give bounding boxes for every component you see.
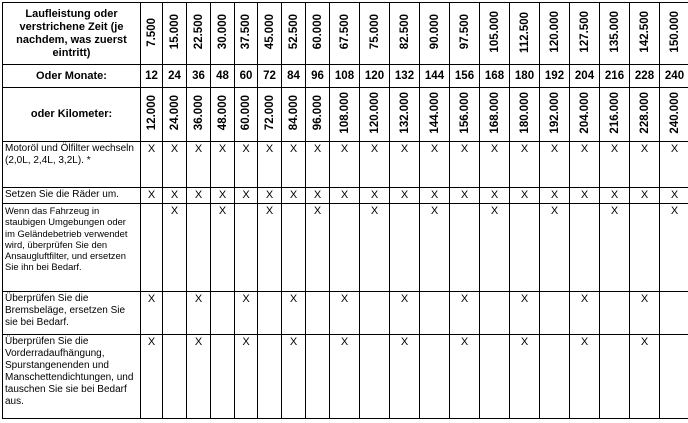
interval-cell [480,3,510,65]
kilometer-value: 144.000 [428,92,441,134]
kilometer-cell [420,88,450,142]
task-mark [211,335,235,419]
task-mark: X [282,335,306,419]
months-cell: 240 [660,65,688,88]
task-mark [660,292,688,335]
task-mark [306,335,330,419]
task-mark [540,292,570,335]
task-mark: X [510,188,540,204]
interval-cell [360,3,390,65]
task-mark [141,204,163,292]
kilometer-cell [306,88,330,142]
task-mark: X [360,188,390,204]
task-mark: X [420,204,450,292]
task-mark: X [187,142,211,188]
task-mark: X [163,188,187,204]
kilometer-value: 132.000 [398,92,411,134]
task-mark: X [600,142,630,188]
kilometer-cell [330,88,360,142]
task-mark: X [660,188,688,204]
task-mark: X [540,142,570,188]
time-label: Laufleistung oder verstrichene Zeit (je nachdem, was zuerst eintritt) [3,3,141,65]
interval-value: 112.500 [518,11,531,53]
months-cell: 132 [390,65,420,88]
kilometer-value: 168.000 [488,92,501,134]
kilometer-cell [282,88,306,142]
kilometer-value: 192.000 [548,92,561,134]
task-mark [163,335,187,419]
kilometer-value: 24.000 [168,95,181,131]
task-mark [570,204,600,292]
interval-cell [211,3,235,65]
task-mark: X [510,142,540,188]
task-mark: X [480,204,510,292]
task-mark: X [450,142,480,188]
task-mark: X [420,142,450,188]
task-mark [510,204,540,292]
task-mark [258,292,282,335]
task-mark: X [258,188,282,204]
task-mark [450,204,480,292]
interval-cell [540,3,570,65]
task-mark [211,292,235,335]
task-mark [360,335,390,419]
months-cell: 168 [480,65,510,88]
kilometer-value: 84.000 [287,95,300,131]
task-mark: X [420,188,450,204]
months-cell: 120 [360,65,390,88]
interval-value: 67.500 [338,14,351,50]
task-mark: X [211,188,235,204]
kilometer-cell [360,88,390,142]
task-mark: X [450,188,480,204]
task-mark: X [306,142,330,188]
interval-cell [141,3,163,65]
task-mark: X [187,188,211,204]
interval-cell [306,3,330,65]
task-mark: X [660,204,688,292]
kilometer-value: 216.000 [608,92,621,134]
interval-value: 22.500 [192,14,205,50]
kilometer-value: 204.000 [578,92,591,134]
interval-value: 120.000 [548,11,561,53]
task-mark [630,204,660,292]
task-mark: X [141,188,163,204]
task-mark: X [163,142,187,188]
months-cell: 228 [630,65,660,88]
task-mark: X [390,142,420,188]
task-mark: X [510,335,540,419]
task-mark [360,292,390,335]
interval-value: 150.000 [668,11,681,53]
task-mark [163,292,187,335]
task-mark: X [600,204,630,292]
task-mark: X [480,142,510,188]
months-cell: 192 [540,65,570,88]
interval-cell [630,3,660,65]
task-mark [390,204,420,292]
kilometer-cell [540,88,570,142]
task-label: Setzen Sie die Räder um. [3,188,141,204]
interval-value: 82.500 [398,14,411,50]
interval-value: 60.000 [311,14,324,50]
task-label: Motoröl und Ölfilter wechseln (2,0L, 2,4L, 3,2L). * [3,142,141,188]
months-cell: 204 [570,65,600,88]
interval-cell [450,3,480,65]
task-mark: X [187,335,211,419]
task-mark: X [510,292,540,335]
months-cell: 36 [187,65,211,88]
task-mark: X [600,188,630,204]
interval-cell [420,3,450,65]
interval-cell [330,3,360,65]
task-mark: X [141,335,163,419]
task-mark: X [570,335,600,419]
task-mark: X [540,188,570,204]
task-mark: X [360,204,390,292]
task-mark: X [306,204,330,292]
kilometers-label: oder Kilometer: [3,88,141,142]
task-mark [330,204,360,292]
months-cell: 156 [450,65,480,88]
interval-value: 7.500 [145,17,158,47]
kilometer-value: 48.000 [216,95,229,131]
task-row [3,188,688,204]
kilometer-value: 180.000 [518,92,531,134]
kilometer-value: 36.000 [192,95,205,131]
kilometer-cell [163,88,187,142]
task-row [3,142,688,188]
task-mark: X [450,335,480,419]
task-mark: X [390,292,420,335]
task-mark: X [282,142,306,188]
interval-cell [258,3,282,65]
task-mark [480,335,510,419]
interval-value: 127.500 [578,11,591,53]
task-mark: X [235,335,258,419]
kilometer-cell [141,88,163,142]
interval-value: 52.500 [287,14,300,50]
task-mark: X [570,292,600,335]
kilometer-value: 60.000 [240,95,252,131]
task-mark: X [630,142,660,188]
kilometer-cell [258,88,282,142]
task-mark: X [540,204,570,292]
interval-value: 30.000 [216,14,229,50]
task-row [3,204,688,292]
kilometer-value: 120.000 [368,92,381,134]
interval-cell [187,3,211,65]
kilometer-cell [600,88,630,142]
interval-value: 45.000 [263,14,276,50]
task-mark [660,335,688,419]
interval-cell [163,3,187,65]
kilometer-cell [480,88,510,142]
interval-cell [282,3,306,65]
months-cell: 84 [282,65,306,88]
task-mark: X [235,188,258,204]
kilometer-cell [510,88,540,142]
task-mark: X [211,142,235,188]
interval-value: 37.500 [240,14,252,50]
months-cell: 216 [600,65,630,88]
task-mark [600,335,630,419]
task-row [3,335,688,419]
kilometer-value: 156.000 [458,92,471,134]
kilometer-cell [570,88,600,142]
kilometer-cell [187,88,211,142]
kilometer-value: 108.000 [338,92,351,134]
task-mark: X [330,335,360,419]
interval-cell [390,3,420,65]
task-mark: X [360,142,390,188]
months-row [3,65,688,88]
task-mark: X [570,142,600,188]
kilometers-row [3,88,688,142]
kilometer-value: 240.000 [668,92,681,134]
interval-cell [510,3,540,65]
kilometer-value: 96.000 [311,95,324,131]
interval-value: 142.500 [638,11,651,53]
task-mark: X [211,204,235,292]
task-label: Wenn das Fahrzeug in staubigen Umgebungen oder im Geländebetrieb verwendet wird, überprüfen Sie den Ansaugluftfilter, und ersetzen Sie ihn bei Bedarf. [3,204,141,292]
interval-value: 75.000 [368,14,381,50]
task-mark [480,292,510,335]
task-mark: X [330,142,360,188]
interval-value: 105.000 [488,11,501,53]
task-mark: X [235,142,258,188]
task-row [3,292,688,335]
task-mark [258,335,282,419]
months-cell: 144 [420,65,450,88]
kilometer-cell [660,88,688,142]
task-mark [282,204,306,292]
task-mark [420,292,450,335]
task-mark: X [330,292,360,335]
kilometer-value: 228.000 [638,92,651,134]
months-cell: 108 [330,65,360,88]
kilometer-cell [630,88,660,142]
task-mark: X [630,335,660,419]
interval-value: 97.500 [458,14,471,50]
kilometer-value: 12.000 [145,95,158,131]
interval-cell [570,3,600,65]
interval-cell [600,3,630,65]
months-cell: 180 [510,65,540,88]
task-mark: X [141,142,163,188]
task-label: Überprüfen Sie die Bremsbeläge, ersetzen Sie sie bei Bedarf. [3,292,141,335]
months-cell: 96 [306,65,330,88]
task-mark: X [480,188,510,204]
task-mark: X [163,204,187,292]
months-cell: 24 [163,65,187,88]
kilometer-cell [211,88,235,142]
task-mark [420,335,450,419]
interval-value: 15.000 [168,14,181,50]
task-mark [600,292,630,335]
maintenance-schedule-table [2,2,688,419]
task-mark: X [390,335,420,419]
task-mark: X [141,292,163,335]
task-mark: X [450,292,480,335]
task-mark [540,335,570,419]
kilometer-cell [390,88,420,142]
task-mark: X [630,292,660,335]
task-mark [235,204,258,292]
task-mark: X [330,188,360,204]
task-mark [306,292,330,335]
task-mark: X [235,292,258,335]
task-mark: X [258,204,282,292]
kilometer-cell [235,88,258,142]
task-mark: X [282,188,306,204]
task-mark: X [660,142,688,188]
task-mark [187,204,211,292]
months-cell: 72 [258,65,282,88]
months-label: Oder Monate: [3,65,141,88]
task-mark: X [187,292,211,335]
interval-row [3,3,688,65]
interval-value: 135.000 [608,11,621,53]
task-mark: X [306,188,330,204]
kilometer-cell [450,88,480,142]
task-mark: X [390,188,420,204]
task-mark: X [630,188,660,204]
task-mark: X [282,292,306,335]
task-label: Überprüfen Sie die Vorderradaufhängung, Spurstangenenden und Manschettendichtungen, und tauschen Sie sie bei Bedarf aus. [3,335,141,419]
task-mark: X [570,188,600,204]
kilometer-value: 72.000 [263,95,276,131]
months-cell: 48 [211,65,235,88]
task-mark: X [258,142,282,188]
months-cell: 12 [141,65,163,88]
interval-value: 90.000 [428,14,441,50]
interval-cell [660,3,688,65]
interval-cell [235,3,258,65]
months-cell: 60 [235,65,258,88]
